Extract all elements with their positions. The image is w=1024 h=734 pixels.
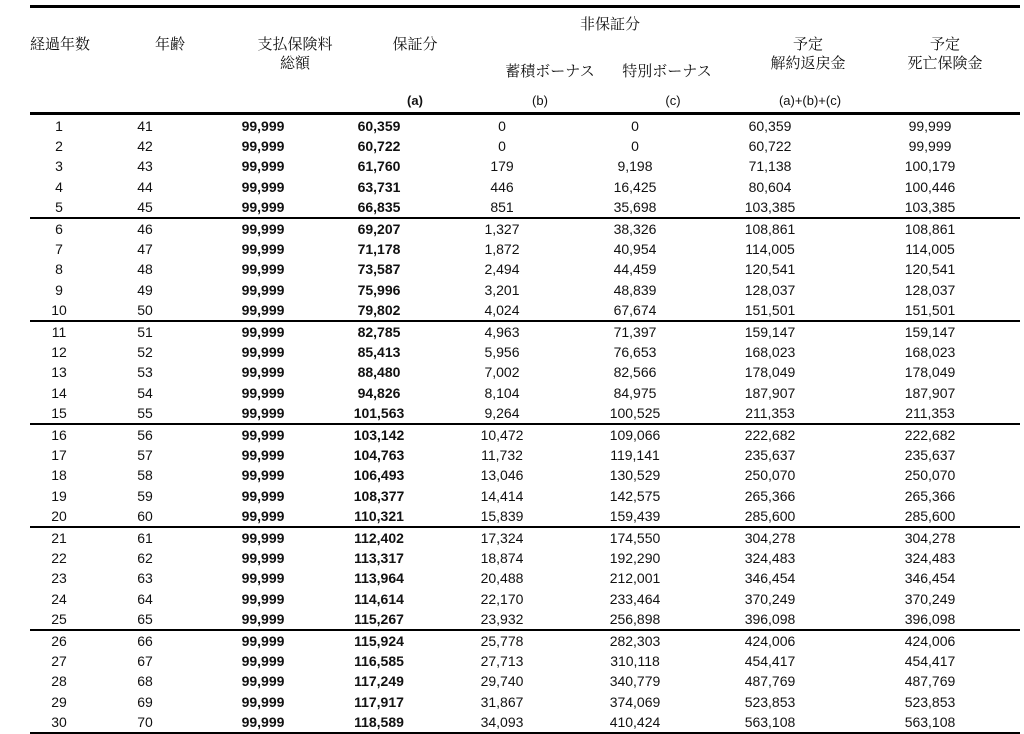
cell-year: 21 [51, 530, 67, 547]
cell-guaranteed: 79,802 [324, 300, 434, 321]
cell-guaranteed: 94,826 [357, 384, 401, 401]
cell-age: 66 [137, 633, 153, 650]
cell-accumulated-bonus: 7,002 [484, 364, 520, 381]
cell-accumulated-bonus: 11,732 [481, 447, 523, 464]
cell-total-premium: 99,999 [241, 158, 285, 175]
cell-death-benefit: 370,249 [904, 590, 956, 607]
table-row [30, 609, 1020, 630]
cell-death-benefit: 151,501 [840, 300, 1020, 321]
subheader-c: (c) [665, 93, 681, 108]
cell-surrender-value: 178,049 [744, 364, 796, 381]
table-row [30, 280, 1020, 300]
cell-guaranteed: 69,207 [357, 221, 401, 238]
header-death-line2: 死亡保険金 [907, 55, 983, 72]
cell-special-bonus: 48,839 [613, 281, 657, 298]
cell-guaranteed: 73,587 [357, 261, 401, 278]
cell-accumulated-bonus: 446 [490, 178, 514, 195]
cell-death-benefit: 187,907 [904, 384, 956, 401]
cell-guaranteed: 66,835 [324, 197, 434, 218]
cell-age: 55 [88, 403, 202, 424]
cell-special-bonus: 100,525 [570, 403, 700, 424]
data-table [30, 116, 1020, 734]
cell-total-premium: 99,999 [241, 447, 285, 464]
cell-year: 13 [51, 364, 67, 381]
table-row [30, 527, 1020, 548]
table-row [30, 403, 1020, 424]
cell-year: 23 [51, 570, 67, 587]
cell-accumulated-bonus: 0 [498, 138, 506, 155]
cell-special-bonus: 38,326 [613, 221, 657, 238]
cell-surrender-value: 370,249 [744, 590, 796, 607]
cell-age: 57 [137, 447, 153, 464]
cell-surrender-value: 396,098 [700, 609, 840, 630]
cell-age: 41 [137, 118, 153, 134]
cell-death-benefit: 108,861 [904, 221, 956, 238]
cell-age: 62 [137, 550, 153, 567]
cell-total-premium: 99,999 [202, 197, 324, 218]
cell-guaranteed: 112,402 [354, 530, 404, 547]
cell-accumulated-bonus: 1,327 [484, 221, 520, 238]
cell-death-benefit: 159,147 [904, 324, 956, 341]
cell-year: 4 [55, 178, 63, 195]
cell-accumulated-bonus: 22,170 [480, 590, 524, 607]
header-age: 年齢 [154, 36, 185, 53]
cell-accumulated-bonus: 15,839 [434, 506, 570, 527]
cell-total-premium: 99,999 [202, 300, 324, 321]
cell-total-premium: 99,999 [241, 467, 285, 484]
cell-total-premium: 99,999 [241, 281, 285, 298]
cell-accumulated-bonus: 4,024 [434, 300, 570, 321]
cell-guaranteed: 117,917 [354, 693, 404, 710]
cell-total-premium: 99,999 [241, 673, 285, 690]
cell-special-bonus: 76,653 [613, 344, 657, 361]
cell-death-benefit: 211,353 [840, 403, 1020, 424]
table-row [30, 671, 1020, 691]
cell-year: 17 [51, 447, 67, 464]
cell-total-premium: 99,999 [202, 712, 324, 733]
cell-year: 8 [55, 261, 63, 278]
cell-guaranteed: 71,178 [357, 241, 401, 258]
cell-death-benefit: 128,037 [904, 281, 956, 298]
cell-surrender-value: 120,541 [744, 261, 796, 278]
cell-total-premium: 99,999 [241, 324, 285, 341]
header-total-premium [235, 35, 355, 73]
cell-accumulated-bonus: 10,472 [480, 427, 524, 444]
cell-age: 52 [137, 344, 153, 361]
table-row [30, 651, 1020, 671]
cell-death-benefit: 103,385 [840, 197, 1020, 218]
header-guaranteed: 保証分 [392, 36, 438, 53]
table-row [30, 548, 1020, 568]
cell-age: 44 [137, 178, 153, 195]
header-death-line1: 予定 [929, 36, 960, 53]
header-non-guaranteed: 非保証分 [579, 16, 640, 33]
cell-guaranteed: 110,321 [324, 506, 434, 527]
header-surrender-line2: 解約返戻金 [770, 55, 846, 72]
cell-special-bonus: 71,397 [613, 324, 657, 341]
cell-guaranteed: 113,317 [354, 550, 404, 567]
cell-age: 51 [137, 324, 153, 341]
table-row [30, 630, 1020, 651]
cell-death-benefit: 99,999 [908, 138, 952, 155]
cell-surrender-value: 114,005 [745, 241, 795, 258]
header-total-premium-line2: 総額 [279, 55, 310, 72]
cell-accumulated-bonus: 14,414 [480, 487, 524, 504]
cell-age: 46 [137, 221, 153, 238]
cell-total-premium: 99,999 [241, 550, 285, 567]
cell-death-benefit: 487,769 [904, 673, 956, 690]
cell-year: 9 [55, 281, 63, 298]
cell-accumulated-bonus: 34,093 [434, 712, 570, 733]
cell-surrender-value: 563,108 [700, 712, 840, 733]
cell-death-benefit: 120,541 [904, 261, 956, 278]
cell-special-bonus: 40,954 [613, 241, 657, 258]
cell-guaranteed: 117,249 [354, 673, 404, 690]
cell-year: 16 [51, 427, 67, 444]
cell-age: 61 [137, 530, 153, 547]
cell-total-premium: 99,999 [241, 384, 285, 401]
cell-special-bonus: 212,001 [609, 570, 661, 587]
cell-year: 24 [51, 590, 67, 607]
table-row [30, 465, 1020, 485]
cell-year: 25 [30, 609, 88, 630]
cell-death-benefit: 178,049 [904, 364, 956, 381]
table-row [30, 156, 1020, 176]
cell-year: 3 [55, 158, 63, 175]
cell-accumulated-bonus: 179 [490, 158, 514, 175]
cell-surrender-value: 151,501 [700, 300, 840, 321]
cell-guaranteed: 108,377 [353, 487, 405, 504]
cell-death-benefit: 114,005 [905, 241, 955, 258]
header-special-bonus: 特別ボーナス [622, 63, 712, 80]
cell-age: 59 [137, 487, 153, 504]
cell-guaranteed: 88,480 [357, 364, 401, 381]
cell-special-bonus: 16,425 [613, 178, 657, 195]
cell-death-benefit: 396,098 [840, 609, 1020, 630]
cell-guaranteed: 63,731 [357, 178, 401, 195]
cell-guaranteed: 115,267 [324, 609, 434, 630]
cell-guaranteed: 113,964 [354, 570, 404, 587]
subheader-a: (a) [407, 93, 423, 108]
cell-guaranteed: 115,924 [354, 633, 404, 650]
cell-special-bonus: 192,290 [609, 550, 661, 567]
cell-surrender-value: 108,861 [744, 221, 796, 238]
cell-surrender-value: 60,359 [748, 118, 792, 134]
cell-age: 69 [137, 693, 153, 710]
cell-death-benefit: 235,637 [904, 447, 956, 464]
cell-surrender-value: 346,454 [744, 570, 796, 587]
cell-year: 22 [51, 550, 67, 567]
table-row [30, 568, 1020, 588]
cell-total-premium: 99,999 [241, 693, 285, 710]
cell-special-bonus: 174,550 [609, 530, 661, 547]
cell-guaranteed: 104,763 [353, 447, 405, 464]
cell-surrender-value: 168,023 [744, 344, 796, 361]
cell-guaranteed: 75,996 [357, 281, 401, 298]
cell-surrender-value: 103,385 [700, 197, 840, 218]
cell-total-premium: 99,999 [241, 344, 285, 361]
cell-death-benefit: 100,446 [904, 178, 956, 195]
cell-accumulated-bonus: 25,778 [480, 633, 524, 650]
table-row [30, 383, 1020, 403]
cell-age: 64 [137, 590, 153, 607]
table-row [30, 259, 1020, 279]
cell-special-bonus: 130,529 [609, 467, 661, 484]
cell-total-premium: 99,999 [241, 427, 285, 444]
table-row [30, 300, 1020, 321]
cell-guaranteed: 85,413 [357, 344, 401, 361]
cell-total-premium: 99,999 [241, 118, 285, 134]
cell-surrender-value: 60,722 [748, 138, 792, 155]
cell-accumulated-bonus: 8,104 [484, 384, 520, 401]
cell-special-bonus: 84,975 [613, 384, 657, 401]
cell-year: 28 [51, 673, 67, 690]
cell-surrender-value: 71,138 [748, 158, 792, 175]
cell-surrender-value: 265,366 [744, 487, 796, 504]
table-row [30, 197, 1020, 218]
cell-death-benefit: 265,366 [904, 487, 956, 504]
cell-accumulated-bonus: 0 [498, 118, 506, 134]
table-row [30, 712, 1020, 733]
cell-death-benefit: 346,454 [904, 570, 956, 587]
cell-age: 47 [137, 241, 153, 258]
cell-death-benefit: 222,682 [904, 427, 956, 444]
cell-age: 43 [137, 158, 153, 175]
header-surrender-value [748, 35, 868, 73]
cell-accumulated-bonus: 9,264 [434, 403, 570, 424]
cell-year: 27 [51, 653, 67, 670]
cell-special-bonus: 340,779 [609, 673, 661, 690]
cell-surrender-value: 454,417 [744, 653, 796, 670]
cell-accumulated-bonus: 3,201 [484, 281, 520, 298]
cell-death-benefit: 285,600 [840, 506, 1020, 527]
cell-surrender-value: 487,769 [744, 673, 796, 690]
cell-year: 12 [51, 344, 67, 361]
subheader-sum: (a)+(b)+(c) [778, 93, 842, 108]
cell-age: 67 [137, 653, 153, 670]
cell-year: 14 [51, 384, 67, 401]
cell-year: 19 [51, 487, 67, 504]
cell-surrender-value: 235,637 [744, 447, 796, 464]
cell-accumulated-bonus: 4,963 [484, 324, 520, 341]
cell-surrender-value: 128,037 [744, 281, 796, 298]
cell-total-premium: 99,999 [202, 506, 324, 527]
cell-special-bonus: 142,575 [609, 487, 661, 504]
cell-year: 15 [30, 403, 88, 424]
cell-guaranteed: 106,493 [353, 467, 405, 484]
cell-death-benefit: 168,023 [904, 344, 956, 361]
cell-age: 56 [137, 427, 153, 444]
cell-special-bonus: 374,069 [609, 693, 661, 710]
cell-year: 6 [55, 221, 63, 238]
cell-age: 50 [88, 300, 202, 321]
header-rule [30, 112, 1020, 115]
cell-guaranteed: 118,589 [324, 712, 434, 733]
cell-surrender-value: 324,483 [744, 550, 796, 567]
cell-special-bonus: 82,566 [613, 364, 657, 381]
cell-special-bonus: 0 [631, 118, 639, 134]
cell-total-premium: 99,999 [241, 364, 285, 381]
cell-special-bonus: 0 [631, 138, 639, 155]
cell-total-premium: 99,999 [241, 570, 285, 587]
cell-total-premium: 99,999 [241, 530, 285, 547]
cell-year: 11 [51, 324, 67, 341]
cell-total-premium: 99,999 [241, 653, 285, 670]
table-row [30, 424, 1020, 445]
header-accumulated-bonus: 蓄積ボーナス [505, 63, 595, 80]
cell-age: 68 [137, 673, 153, 690]
table-row [30, 486, 1020, 506]
cell-surrender-value: 80,604 [748, 178, 792, 195]
table-row [30, 116, 1020, 136]
cell-year: 26 [51, 633, 67, 650]
cell-special-bonus: 310,118 [610, 653, 660, 670]
subheader-b: (b) [532, 93, 548, 108]
data-table-body [30, 116, 1020, 733]
cell-death-benefit: 454,417 [904, 653, 956, 670]
cell-special-bonus: 410,424 [570, 712, 700, 733]
cell-year: 30 [30, 712, 88, 733]
cell-year: 18 [51, 467, 67, 484]
cell-year: 29 [51, 693, 67, 710]
cell-surrender-value: 523,853 [744, 693, 796, 710]
cell-total-premium: 99,999 [241, 178, 285, 195]
cell-year: 20 [30, 506, 88, 527]
cell-age: 54 [137, 384, 153, 401]
cell-year: 2 [55, 138, 63, 155]
cell-surrender-value: 424,006 [744, 633, 796, 650]
cell-total-premium: 99,999 [241, 261, 285, 278]
cell-special-bonus: 282,303 [609, 633, 661, 650]
top-rule [30, 5, 1020, 8]
cell-total-premium: 99,999 [202, 403, 324, 424]
cell-age: 58 [137, 467, 153, 484]
cell-surrender-value: 211,353 [700, 403, 840, 424]
cell-guaranteed: 101,563 [324, 403, 434, 424]
table-row [30, 445, 1020, 465]
table-row [30, 506, 1020, 527]
cell-special-bonus: 44,459 [613, 261, 657, 278]
header-death-benefit [885, 35, 1005, 73]
cell-year: 7 [55, 241, 63, 258]
table-row [30, 136, 1020, 156]
cell-guaranteed: 60,722 [357, 138, 401, 155]
cell-accumulated-bonus: 20,488 [480, 570, 524, 587]
table-row [30, 692, 1020, 712]
cell-guaranteed: 82,785 [357, 324, 401, 341]
cell-special-bonus: 119,141 [610, 447, 660, 464]
cell-total-premium: 99,999 [241, 487, 285, 504]
cell-age: 70 [88, 712, 202, 733]
cell-accumulated-bonus: 18,874 [480, 550, 524, 567]
cell-special-bonus: 109,066 [609, 427, 661, 444]
cell-guaranteed: 60,359 [357, 118, 401, 134]
cell-death-benefit: 563,108 [840, 712, 1020, 733]
header-elapsed-years: 経過年数 [29, 36, 90, 53]
cell-accumulated-bonus: 5,956 [484, 344, 520, 361]
cell-age: 45 [88, 197, 202, 218]
header-surrender-line1: 予定 [792, 36, 823, 53]
cell-age: 48 [137, 261, 153, 278]
cell-surrender-value: 159,147 [744, 324, 796, 341]
cell-total-premium: 99,999 [241, 590, 285, 607]
header-total-premium-line1: 支払保険料 [257, 36, 333, 53]
cell-age: 53 [137, 364, 153, 381]
cell-year: 1 [55, 118, 63, 134]
cell-surrender-value: 285,600 [700, 506, 840, 527]
cell-total-premium: 99,999 [241, 633, 285, 650]
cell-surrender-value: 250,070 [744, 467, 796, 484]
cell-accumulated-bonus: 17,324 [480, 530, 524, 547]
cell-accumulated-bonus: 27,713 [480, 653, 524, 670]
cell-accumulated-bonus: 2,494 [484, 261, 520, 278]
cell-age: 65 [88, 609, 202, 630]
cell-special-bonus: 159,439 [570, 506, 700, 527]
cell-age: 42 [137, 138, 153, 155]
cell-death-benefit: 523,853 [904, 693, 956, 710]
table-row [30, 218, 1020, 239]
cell-year: 5 [30, 197, 88, 218]
cell-year: 10 [30, 300, 88, 321]
cell-accumulated-bonus: 1,872 [484, 241, 520, 258]
cell-accumulated-bonus: 29,740 [480, 673, 524, 690]
cell-death-benefit: 304,278 [904, 530, 956, 547]
cell-age: 49 [137, 281, 153, 298]
cell-total-premium: 99,999 [202, 609, 324, 630]
cell-death-benefit: 324,483 [904, 550, 956, 567]
cell-guaranteed: 103,142 [353, 427, 405, 444]
table-row [30, 239, 1020, 259]
cell-total-premium: 99,999 [241, 138, 285, 155]
cell-total-premium: 99,999 [241, 221, 285, 238]
cell-surrender-value: 304,278 [744, 530, 796, 547]
cell-guaranteed: 61,760 [357, 158, 401, 175]
table-row [30, 177, 1020, 197]
table-row [30, 362, 1020, 382]
cell-special-bonus: 35,698 [570, 197, 700, 218]
cell-accumulated-bonus: 23,932 [434, 609, 570, 630]
cell-total-premium: 99,999 [241, 241, 285, 258]
cell-special-bonus: 256,898 [570, 609, 700, 630]
cell-death-benefit: 99,999 [908, 118, 952, 134]
cell-special-bonus: 67,674 [570, 300, 700, 321]
cell-special-bonus: 233,464 [609, 590, 661, 607]
cell-accumulated-bonus: 31,867 [480, 693, 524, 710]
cell-death-benefit: 100,179 [904, 158, 956, 175]
cell-death-benefit: 424,006 [904, 633, 956, 650]
cell-accumulated-bonus: 851 [434, 197, 570, 218]
cell-death-benefit: 250,070 [904, 467, 956, 484]
cell-age: 63 [137, 570, 153, 587]
cell-surrender-value: 187,907 [744, 384, 796, 401]
cell-guaranteed: 114,614 [354, 590, 404, 607]
table-row [30, 342, 1020, 362]
cell-guaranteed: 116,585 [354, 653, 404, 670]
cell-accumulated-bonus: 13,046 [480, 467, 524, 484]
table-row [30, 589, 1020, 609]
cell-age: 60 [88, 506, 202, 527]
cell-surrender-value: 222,682 [744, 427, 796, 444]
cell-special-bonus: 9,198 [617, 158, 653, 175]
table-row [30, 321, 1020, 342]
